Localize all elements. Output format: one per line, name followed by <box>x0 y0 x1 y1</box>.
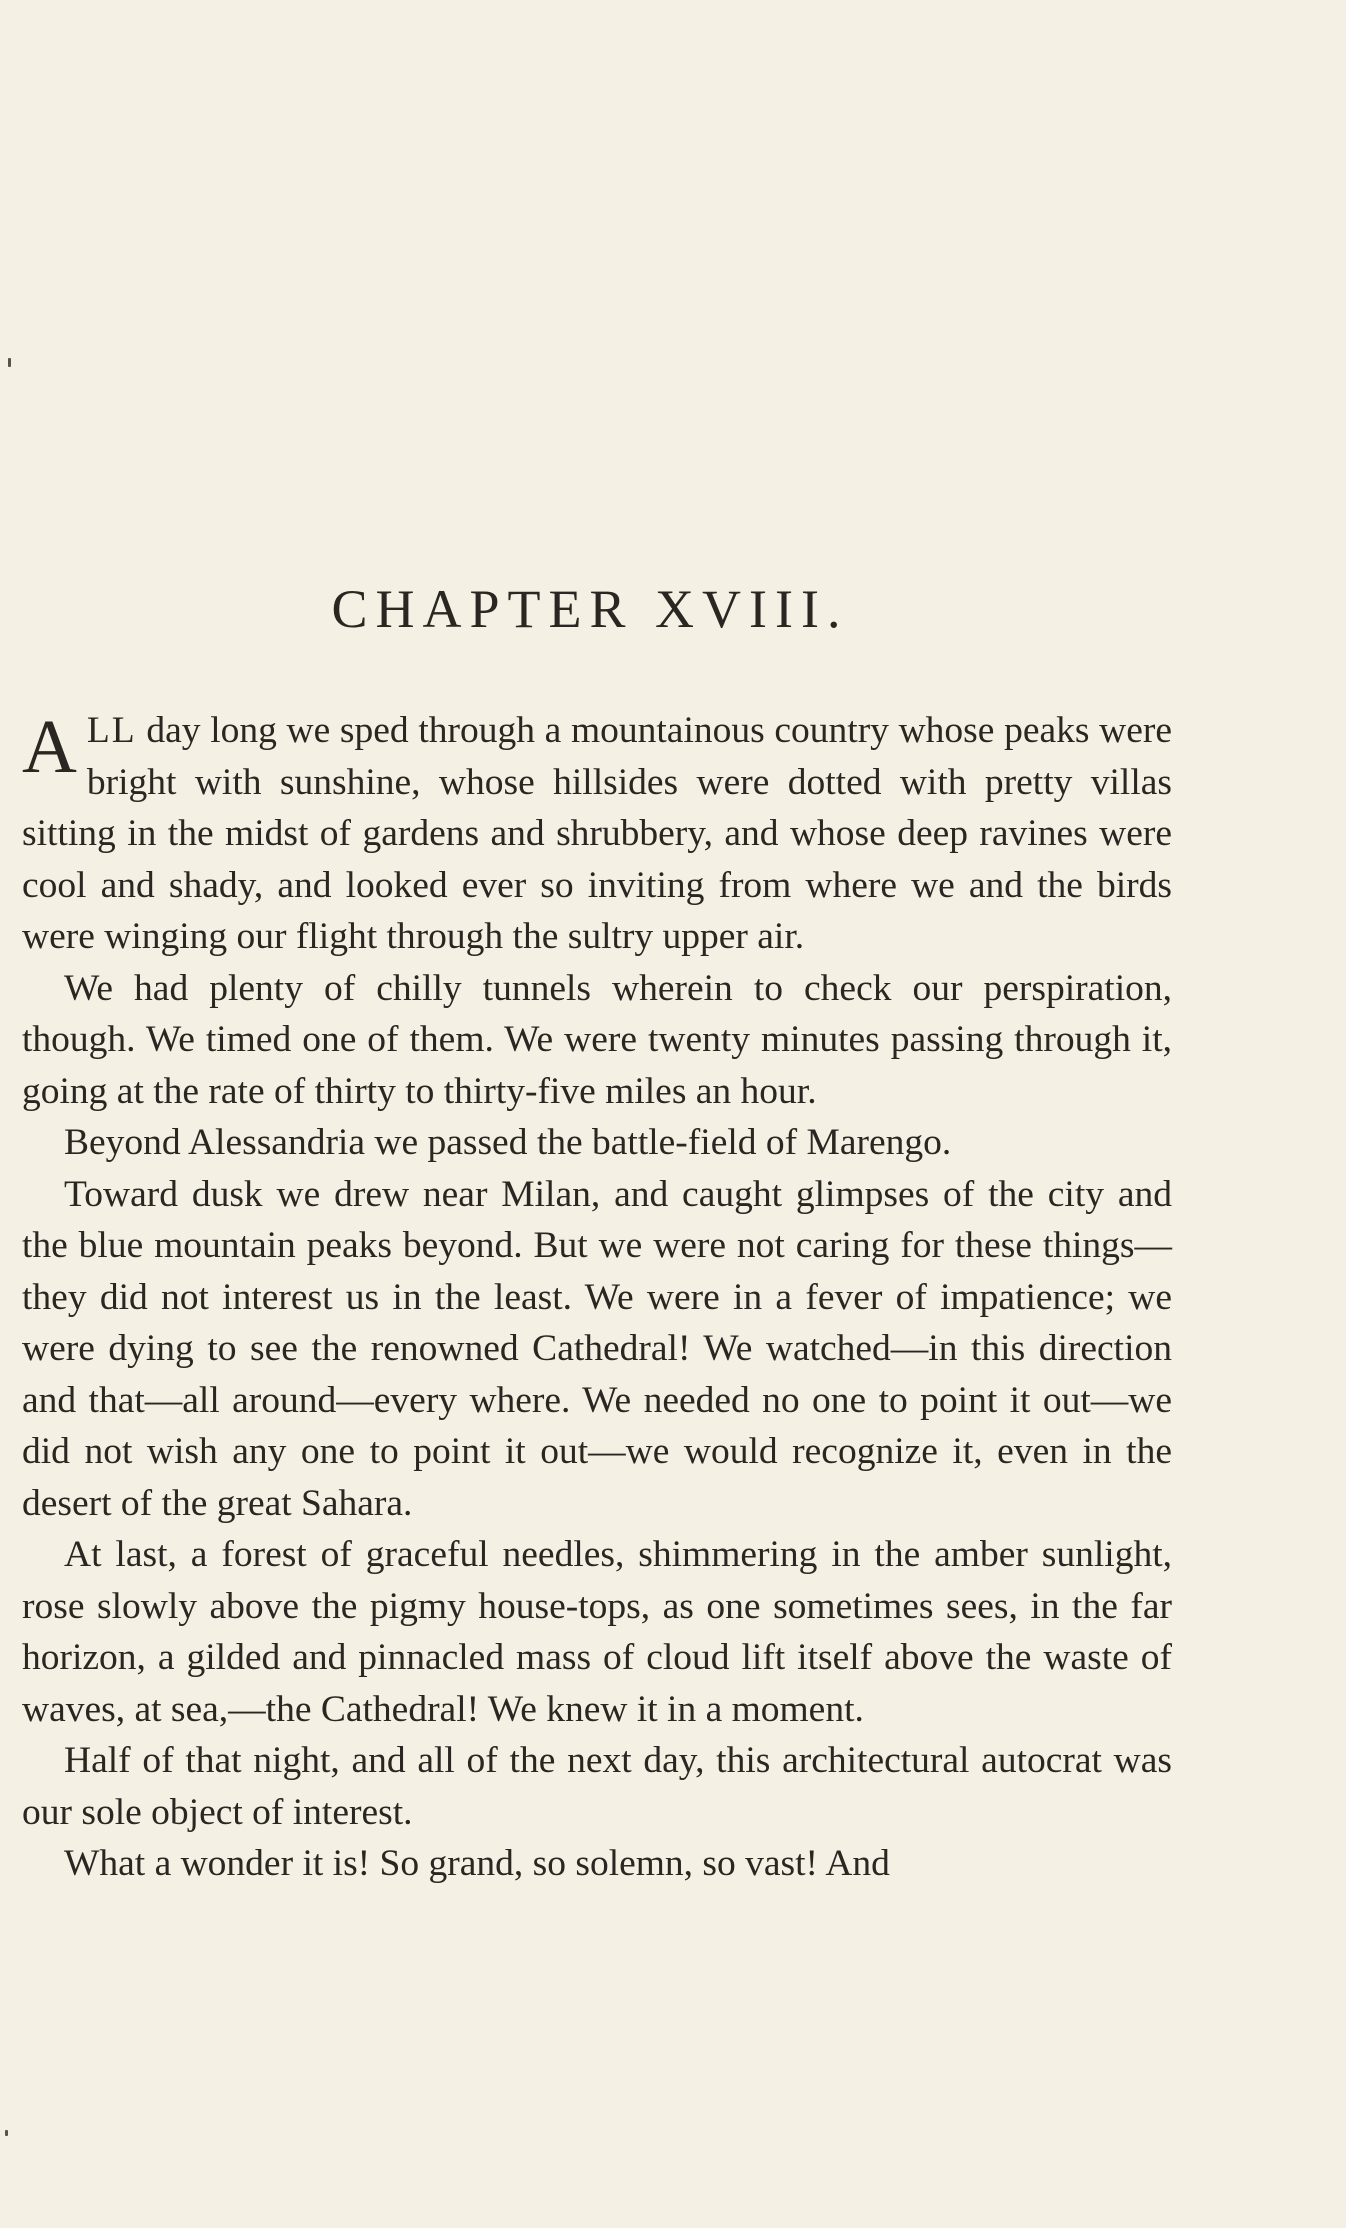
lead-word: LL <box>86 710 137 751</box>
body-text <box>22 705 1172 1890</box>
chapter-title: CHAPTER XVIII. <box>331 579 849 639</box>
paragraph-7: What a wonder it is! So grand, so solemn, so vast! And <box>64 1843 890 1884</box>
print-speck <box>5 2130 8 2136</box>
paragraph-5: At last, a forest of graceful needles, shimmering in the amber sunlight, rose slowly above the pigmy house-tops, as one sometimes sees, in the far horizon, a gilded and pinnacled mass of cloud lift itself above the waste of waves, at sea,—the Cathedral! We knew it in a moment. <box>22 1534 1172 1730</box>
drop-cap: A <box>22 705 77 789</box>
paragraph-6: Half of that night, and all of the next day, this architectural autocrat was our sole object of interest. <box>22 1740 1172 1833</box>
paragraph-3: Beyond Alessandria we passed the battle-field of Marengo. <box>64 1122 952 1163</box>
paragraph-1 <box>22 705 1172 963</box>
paragraph-4: Toward dusk we drew near Milan, and caught glimpses of the city and the blue mountain peaks beyond. But we were not caring for these things—they did not interest us in the least. We were in a fever of impatience; we were dying to see the renowned Cathedral! We watched—in this direction and that—all around—every where. We needed no one to point it out—we did not wish any one to point it out—we would recognize it, even in the desert of the great Sahara. <box>22 1173 1172 1524</box>
paragraph-text: day long we sped through a mountainous country whose peaks were bright with sunshine, whose hillsides were dotted with pretty villas sitting in the midst of gardens and shrubbery, and whose deep ravines were cool and shady, and looked ever so inviting from where we and the birds were winging our flight through the sultry upper air. <box>22 710 1172 957</box>
paragraph-2: We had plenty of chilly tunnels wherein to check our perspiration, though. We timed one of them. We were twenty minutes passing through it, going at the rate of thirty to thirty-five miles an hour. <box>22 967 1172 1112</box>
print-speck <box>8 358 11 367</box>
